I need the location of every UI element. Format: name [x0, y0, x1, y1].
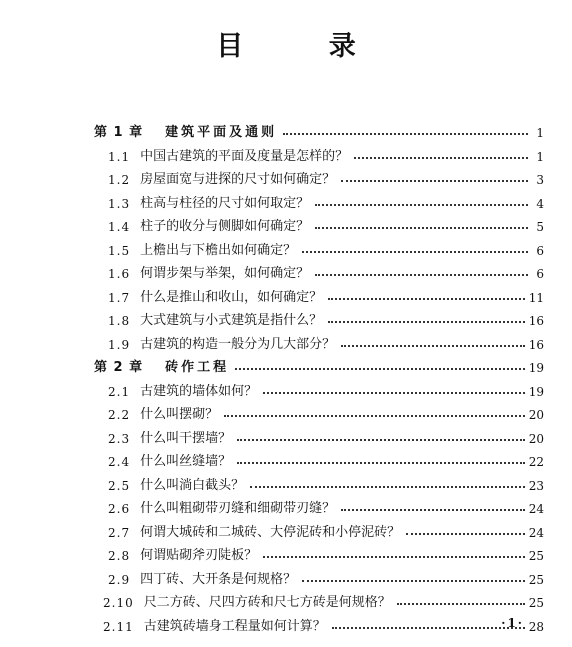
toc-section-entry[interactable] [108, 236, 544, 258]
toc-entry-page: 3 [536, 173, 544, 187]
toc-entry-number: 1.6 [108, 267, 131, 281]
toc-entry-title: 砖作工程 [165, 360, 230, 375]
toc-entry-number: 2.1 [108, 384, 131, 399]
toc-dot-leader [315, 204, 528, 206]
toc-entry-number: 1.3 [108, 196, 131, 211]
toc-entry-page: 16 [528, 314, 544, 328]
toc-dot-leader [224, 415, 525, 417]
toc-entry-title: 古建筑的墙体如何？ [140, 383, 258, 399]
toc-entry-page: 25 [528, 596, 544, 610]
toc-entry-title: 什么叫粗砌带刃缝和细砌带刃缝？ [140, 501, 336, 516]
toc-dot-leader [250, 486, 525, 488]
toc-dot-leader [328, 321, 525, 323]
toc-dot-leader [237, 462, 525, 464]
toc-entry-page: 23 [528, 478, 544, 493]
toc-entry-title: 何谓贴砌斧刃陡板？ [140, 548, 258, 563]
toc-section-entry[interactable] [108, 494, 544, 516]
toc-dot-leader [263, 556, 525, 558]
toc-entry-title: 柱子的收分与侧脚如何确定？ [140, 219, 310, 234]
toc-dot-leader [263, 392, 525, 394]
toc-entry-page: 5 [536, 220, 544, 234]
toc-entry-title: 上檐出与下檐出如何确定？ [140, 242, 297, 258]
toc-section-entry[interactable] [108, 400, 544, 422]
toc-section-entry[interactable] [108, 165, 544, 187]
toc-dot-leader [283, 133, 528, 135]
toc-entry-page: 20 [528, 408, 544, 422]
toc-entry-title: 什么叫丝缝墙？ [140, 454, 232, 469]
toc-entry-number: 2.7 [108, 525, 131, 540]
toc-section-entry[interactable] [108, 424, 544, 446]
toc-entry-page: 4 [536, 196, 544, 211]
toc-entry-number: 1.9 [108, 337, 131, 352]
toc-entry-number: 1.4 [108, 220, 131, 234]
toc-section-entry[interactable] [103, 612, 544, 634]
toc-entry-page: 22 [528, 455, 544, 469]
toc-section-entry[interactable] [108, 541, 544, 563]
toc-entry-number: 第 2 章 [94, 360, 144, 375]
toc-section-entry[interactable] [108, 518, 544, 540]
toc-dot-leader [302, 251, 528, 253]
toc-entry-number: 1.8 [108, 314, 131, 328]
toc-dot-leader [341, 345, 525, 347]
toc-dot-leader [354, 157, 528, 159]
toc-section-entry[interactable] [108, 142, 544, 164]
toc-section-entry[interactable] [108, 283, 544, 305]
toc-entry-page: 28 [528, 619, 544, 634]
toc-dot-leader [315, 274, 528, 276]
toc-dot-leader [406, 533, 525, 535]
toc-dot-leader [332, 627, 525, 629]
toc-entry-number: 2.3 [108, 431, 131, 446]
toc-entry-page: 19 [528, 361, 544, 375]
toc-entry-number: 1.1 [108, 149, 131, 164]
toc-entry-number: 第 1 章 [94, 125, 144, 140]
toc-entry-page: 1 [536, 126, 544, 140]
toc-entry-title: 什么叫淌白截头？ [140, 477, 245, 493]
toc-chapter-entry[interactable] [94, 118, 544, 140]
toc-entry-title: 四丁砖、大开条是何规格？ [140, 571, 297, 587]
toc-entry-number: 2.8 [108, 549, 131, 563]
toc-entry-page: 25 [528, 572, 544, 587]
toc-section-entry[interactable] [108, 471, 544, 493]
toc-section-entry[interactable] [108, 189, 544, 211]
toc-entry-title: 古建筑砖墙身工程量如何计算？ [143, 618, 326, 634]
toc-entry-page: 6 [536, 243, 544, 258]
toc-entry-number: 2.2 [108, 408, 131, 422]
toc-section-entry[interactable] [108, 447, 544, 469]
page-number: ·1· [501, 616, 524, 630]
toc-entry-title: 什么叫摆砌？ [140, 407, 219, 422]
toc-section-entry[interactable] [108, 259, 544, 281]
toc-entry-title: 建筑平面及通则 [165, 125, 278, 140]
toc-entry-number: 2.6 [108, 502, 131, 516]
toc-entry-page: 25 [528, 549, 544, 563]
toc-entry-title: 古建筑的构造一般分为几大部分？ [140, 336, 336, 352]
toc-entry-page: 1 [536, 149, 544, 164]
toc-entry-title: 何谓大城砖和二城砖、大停泥砖和小停泥砖？ [140, 524, 401, 540]
toc-section-entry[interactable] [108, 330, 544, 352]
toc-entry-page: 19 [528, 384, 544, 399]
toc-entry-page: 20 [528, 431, 544, 446]
toc-entry-page: 16 [528, 337, 544, 352]
toc-entry-title: 大式建筑与小式建筑是指什么？ [140, 313, 323, 328]
toc-entry-page: 24 [528, 525, 544, 540]
toc-entry-number: 2.9 [108, 572, 131, 587]
toc-section-entry[interactable] [108, 565, 544, 587]
toc-section-entry[interactable] [108, 212, 544, 234]
toc-entry-title: 何谓步架与举架，如何确定？ [140, 266, 310, 281]
toc-entry-title: 中国古建筑的平面及度量是怎样的？ [140, 148, 349, 164]
toc-section-entry[interactable] [108, 306, 544, 328]
toc-dot-leader [341, 509, 525, 511]
toc-section-entry[interactable] [103, 588, 544, 610]
toc-entry-title: 什么是推山和收山，如何确定？ [140, 289, 323, 305]
toc-entry-title: 房屋面宽与进探的尺寸如何确定？ [140, 172, 336, 187]
toc-entry-title: 什么叫干摆墙？ [140, 430, 232, 446]
toc-dot-leader [397, 603, 525, 605]
toc-entry-page: 11 [528, 290, 544, 305]
toc-entry-number: 1.2 [108, 173, 131, 187]
toc-dot-leader [237, 439, 525, 441]
toc-dot-leader [315, 227, 528, 229]
toc-entry-number: 1.5 [108, 243, 131, 258]
toc-entry-page: 6 [536, 267, 544, 281]
toc-dot-leader [235, 368, 525, 370]
toc-entry-number: 2.10 [103, 596, 134, 610]
toc-entry-page: 24 [528, 502, 544, 516]
toc-entry-number: 1.7 [108, 290, 131, 305]
toc-entry-number: 2.5 [108, 478, 131, 493]
toc-entry-title: 柱高与柱径的尺寸如何取定？ [140, 195, 310, 211]
toc-chapter-entry[interactable] [94, 353, 544, 375]
toc-entry-number: 2.4 [108, 455, 131, 469]
toc-entry-number: 2.11 [103, 619, 134, 634]
page-title: 目 录 [216, 31, 394, 62]
toc-dot-leader [341, 180, 528, 182]
toc-section-entry[interactable] [108, 377, 544, 399]
toc-dot-leader [328, 298, 525, 300]
toc-dot-leader [302, 580, 525, 582]
toc-entry-title: 尺二方砖、尺四方砖和尺七方砖是何规格？ [143, 595, 391, 610]
